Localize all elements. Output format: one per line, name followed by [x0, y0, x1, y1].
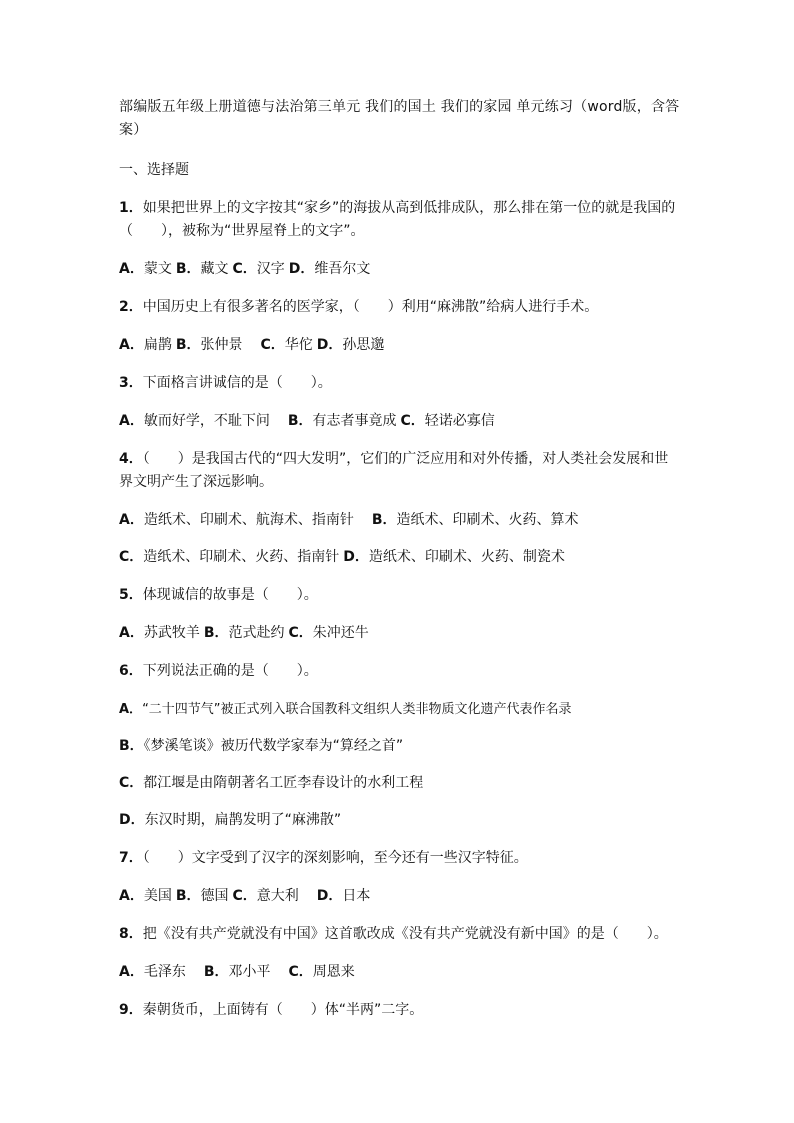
answer-option [317, 888, 371, 904]
question-8 [119, 923, 681, 946]
option-text: 轻诺必寡信 [424, 413, 495, 429]
question-6 [119, 660, 681, 683]
answer-option [261, 337, 313, 353]
option-line [119, 810, 681, 831]
question-text: 秦朝货币，上面铸有（ ）体“半两”二字。 [142, 1002, 424, 1018]
answer-option [119, 549, 339, 565]
option-letter: A． [119, 625, 144, 641]
question-text: 如果把世界上的文字按其“家乡”的海拔从高到低排成队，那么排在第一位的就是我国的（ ），被称为“世界屋脊上的文字”。 [119, 200, 676, 239]
option-text: 朱冲还牛 [312, 625, 369, 641]
option-letter: A． [119, 702, 143, 717]
option-text: 美国 [143, 888, 172, 904]
option-text: 造纸术、印刷术、火药、指南针 [143, 549, 340, 565]
question-9 [119, 999, 681, 1022]
option-letter: B． [203, 625, 229, 641]
answer-option [343, 549, 565, 565]
option-text: 毛泽东 [143, 964, 186, 980]
option-text: 日本 [342, 888, 371, 904]
option-text: 蒙文 [143, 261, 172, 277]
answer-option [289, 625, 369, 641]
answer-option [176, 261, 229, 277]
option-letter: C． [232, 261, 257, 277]
option-text: “二十四节气”被正式列入联合国教科文组织人类非物质文化遗产代表作名录 [142, 702, 572, 717]
option-letter: A． [119, 512, 144, 528]
option-letter: C． [400, 413, 425, 429]
option-line [119, 886, 681, 907]
option-line [119, 736, 681, 757]
option-letter: A． [119, 337, 144, 353]
exam-page [119, 96, 681, 1038]
option-letter: D． [343, 549, 369, 565]
answer-option [176, 337, 243, 353]
answer-option [119, 413, 270, 429]
answer-option [176, 888, 229, 904]
answer-option [119, 738, 403, 754]
question-number: 7． [119, 850, 143, 866]
option-letter: C． [260, 337, 285, 353]
option-letter: B． [175, 261, 201, 277]
answer-option [204, 964, 271, 980]
option-text: 藏文 [200, 261, 229, 277]
option-letter: A． [119, 261, 144, 277]
question-number: 2． [119, 299, 143, 315]
answer-option [372, 512, 579, 528]
option-line [119, 699, 681, 720]
option-text: 都江堰是由隋朝著名工匠李春设计的水利工程 [143, 775, 424, 791]
question-7 [119, 847, 681, 870]
option-line [119, 411, 681, 432]
question-text: 下列说法正确的是（ ）。 [142, 663, 318, 679]
option-text: 德国 [200, 888, 229, 904]
question-number: 1． [119, 200, 143, 216]
option-text: 有志者事竟成 [312, 413, 397, 429]
option-text: 邓小平 [228, 964, 271, 980]
option-letter: C． [288, 964, 313, 980]
answer-option [119, 812, 341, 828]
answer-option [119, 512, 354, 528]
option-letter: C． [119, 549, 144, 565]
question-text: 把《没有共产党就没有中国》这首歌改成《没有共产党就没有新中国》的是（ ）。 [142, 926, 668, 942]
option-text: 汉字 [256, 261, 285, 277]
section-heading: 一、选择题 [119, 162, 189, 178]
question-number: 8． [119, 926, 143, 942]
option-text: 造纸术、印刷术、航海术、指南针 [143, 512, 354, 528]
answer-option [233, 261, 285, 277]
question-text: 中国历史上有很多著名的医学家，（ ）利用“麻沸散”给病人进行手术。 [142, 299, 599, 315]
option-letter: B． [287, 413, 313, 429]
question-3 [119, 372, 681, 395]
option-line [119, 623, 681, 644]
answer-option [119, 888, 172, 904]
answer-option [119, 702, 572, 717]
option-letter: C． [288, 625, 313, 641]
answer-option [289, 964, 355, 980]
option-letter: A． [119, 413, 144, 429]
answer-option [119, 964, 186, 980]
option-text: 意大利 [256, 888, 299, 904]
option-letter: B． [175, 888, 201, 904]
option-letter: D． [288, 261, 315, 277]
answer-option [401, 413, 495, 429]
question-number: 4． [119, 451, 143, 467]
question-list [119, 197, 681, 1022]
answer-option [317, 337, 385, 353]
question-number: 6． [119, 663, 143, 679]
option-letter: D． [119, 812, 145, 828]
option-text: 苏武牧羊 [143, 625, 200, 641]
option-letter: C． [232, 888, 257, 904]
question-number: 5． [119, 587, 143, 603]
question-text: 体现诚信的故事是（ ）。 [142, 587, 318, 603]
option-line [119, 547, 681, 568]
option-text: 东汉时期，扁鹊发明了“麻沸散” [144, 812, 342, 828]
question-5 [119, 584, 681, 607]
option-text: 华佗 [284, 337, 313, 353]
option-letter: A． [119, 964, 144, 980]
option-letter: D． [316, 888, 343, 904]
option-line [119, 259, 681, 280]
answer-option [119, 337, 172, 353]
option-line [119, 335, 681, 356]
option-letter: B． [203, 964, 229, 980]
answer-option [119, 775, 423, 791]
answer-option [289, 261, 371, 277]
option-text: 《梦溪笔谈》被历代数学家奉为“算经之首” [143, 738, 404, 754]
answer-option [119, 261, 172, 277]
answer-option [288, 413, 397, 429]
answer-option [119, 625, 200, 641]
question-number: 3． [119, 375, 143, 391]
option-letter: B． [175, 337, 201, 353]
question-2 [119, 296, 681, 319]
option-text: 范式赴约 [228, 625, 285, 641]
option-letter: D． [316, 337, 343, 353]
option-line [119, 510, 681, 531]
option-text: 张仲景 [200, 337, 243, 353]
option-line [119, 773, 681, 794]
option-text: 造纸术、印刷术、火药、制瓷术 [368, 549, 565, 565]
question-text: （ ）是我国古代的“四大发明”，它们的广泛应用和对外传播，对人类社会发展和世界文明产生了深远影响。 [119, 451, 669, 490]
option-text: 扁鹊 [143, 337, 172, 353]
question-4 [119, 448, 681, 494]
document-title: 部编版五年级上册道德与法治第三单元 我们的国土 我们的家园 单元练习（word版，含答案） [119, 99, 680, 138]
option-letter: A． [119, 888, 144, 904]
option-letter: B． [119, 738, 144, 754]
question-text: 下面格言讲诚信的是（ ）。 [142, 375, 332, 391]
question-number: 9． [119, 1002, 143, 1018]
option-text: 维吾尔文 [314, 261, 371, 277]
option-text: 周恩来 [312, 964, 355, 980]
option-text: 造纸术、印刷术、火药、算术 [396, 512, 579, 528]
option-text: 敏而好学，不耻下问 [143, 413, 270, 429]
answer-option [233, 888, 299, 904]
question-text: （ ）文字受到了汉字的深刻影响，至今还有一些汉字特征。 [142, 850, 528, 866]
option-text: 孙思邈 [342, 337, 385, 353]
option-line [119, 962, 681, 983]
option-letter: B． [371, 512, 397, 528]
option-letter: C． [119, 775, 144, 791]
question-1 [119, 197, 681, 243]
answer-option [204, 625, 285, 641]
